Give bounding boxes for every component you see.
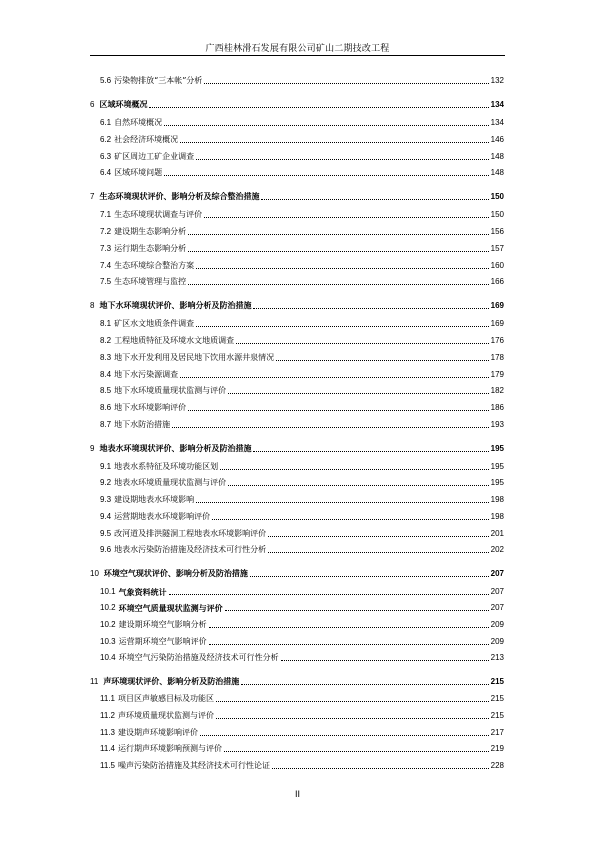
toc-entry-page: 209	[490, 620, 504, 629]
toc-entry-page: 169	[490, 319, 504, 328]
toc-section-entry[interactable]	[90, 208, 504, 220]
toc-section-entry[interactable]	[90, 527, 504, 539]
toc-entry-number: 8.5	[100, 386, 112, 395]
toc-section-entry[interactable]	[90, 510, 504, 522]
toc-entry-number: 9	[90, 444, 95, 453]
toc-entry-page: 195	[490, 478, 504, 487]
toc-dot-leader	[253, 308, 488, 309]
toc-entry-title: 地下水环境质量现状监测与评价	[114, 386, 227, 395]
toc-entry-title: 地表水环境质量现状监测与评价	[114, 478, 227, 487]
toc-entry-title: 地下水开发利用及居民地下饮用水源井泉情况	[114, 353, 275, 362]
toc-entry-number: 9.1	[100, 462, 112, 471]
toc-entry-page: 160	[490, 261, 504, 270]
toc-dot-leader	[169, 594, 489, 595]
toc-entry-title: 建设期地表水环境影响	[114, 495, 195, 504]
toc-entry-number: 6.2	[100, 135, 112, 144]
toc-section-entry[interactable]	[90, 460, 504, 472]
toc-entry-page: 182	[490, 386, 504, 395]
toc-dot-leader	[164, 125, 489, 126]
toc-entry-title: 地下水环境影响评价	[114, 403, 187, 412]
toc-entry-number: 10.3	[100, 637, 116, 646]
toc-entry-title: 生态环境综合整治方案	[114, 261, 195, 270]
toc-entry-number: 11.3	[100, 728, 115, 737]
toc-entry-number: 8.6	[100, 403, 112, 412]
toc-entry-number: 10.2	[100, 620, 116, 629]
toc-entry-page: 157	[490, 244, 504, 253]
toc-section-entry[interactable]	[90, 166, 504, 178]
toc-entry-number: 11.5	[100, 761, 115, 770]
toc-entry-title: 声环境现状评价、影响分析及防治措施	[103, 677, 240, 686]
toc-section-entry[interactable]	[90, 401, 504, 413]
toc-entry-title: 区域环境概况	[99, 100, 148, 109]
toc-entry-page: 198	[490, 512, 504, 521]
toc-entry-page: 169	[490, 301, 504, 310]
toc-entry-title: 地表水环境现状评价、影响分析及防治措施	[99, 444, 252, 453]
page-number: II	[294, 789, 300, 799]
toc-dot-leader	[188, 234, 489, 235]
toc-section-entry[interactable]	[90, 275, 504, 287]
toc-entry-page: 207	[490, 569, 504, 578]
toc-entry-page: 207	[490, 587, 504, 596]
toc-section-entry[interactable]	[90, 225, 504, 237]
toc-entry-number: 11.4	[100, 744, 115, 753]
toc-entry-number: 9.5	[100, 529, 112, 538]
toc-entry-page: 198	[490, 495, 504, 504]
toc-entry-number: 7.2	[100, 227, 112, 236]
toc-entry-number: 10	[90, 569, 99, 578]
toc-entry-title: 矿区周边工矿企业调查	[114, 152, 195, 161]
toc-dot-leader	[272, 768, 489, 769]
toc-entry-number: 7	[90, 192, 95, 201]
toc-entry-title: 运行期声环境影响预测与评价	[117, 744, 222, 753]
toc-dot-leader	[268, 536, 489, 537]
toc-entry-number: 9.4	[100, 512, 112, 521]
toc-chapter-entry[interactable]	[90, 190, 504, 202]
toc-dot-leader	[200, 735, 489, 736]
toc-entry-number: 8.3	[100, 353, 112, 362]
toc-dot-leader	[164, 175, 489, 176]
toc-entry-title: 污染物排放“三本帐”分析	[114, 76, 203, 85]
toc-dot-leader	[209, 644, 489, 645]
toc-dot-leader	[212, 519, 489, 520]
toc-entry-number: 11.2	[100, 711, 115, 720]
toc-chapter-entry[interactable]	[90, 299, 504, 311]
toc-entry-page: 179	[490, 370, 504, 379]
toc-dot-leader	[196, 502, 489, 503]
toc-section-entry[interactable]	[90, 368, 504, 380]
toc-section-entry[interactable]	[90, 418, 504, 430]
toc-entry-number: 6	[90, 100, 95, 109]
toc-section-entry[interactable]	[90, 618, 504, 630]
toc-entry-number: 8	[90, 301, 95, 310]
toc-entry-page: 209	[490, 637, 504, 646]
toc-chapter-entry[interactable]	[90, 675, 504, 687]
toc-dot-leader	[225, 610, 489, 611]
toc-entry-title: 生态环境现状评价、影响分析及综合整治措施	[99, 192, 260, 201]
toc-chapter-entry[interactable]	[90, 442, 504, 454]
toc-section-entry[interactable]	[90, 334, 504, 346]
toc-entry-number: 7.5	[100, 277, 112, 286]
toc-entry-number: 5.6	[100, 76, 112, 85]
toc-entry-title: 区域环境问题	[114, 168, 163, 177]
toc-entry-page: 193	[490, 420, 504, 429]
toc-dot-leader	[180, 377, 489, 378]
toc-dot-leader	[220, 469, 489, 470]
toc-dot-leader	[196, 268, 489, 269]
toc-section-entry[interactable]	[90, 351, 504, 363]
toc-section-entry[interactable]	[90, 726, 504, 738]
toc-entry-number: 10.1	[100, 587, 116, 596]
toc-dot-leader	[180, 142, 489, 143]
toc-entry-page: 134	[490, 118, 504, 127]
header-rule	[90, 55, 505, 56]
toc-entry-number: 8.7	[100, 420, 112, 429]
toc-dot-leader	[188, 284, 489, 285]
toc-entry-title: 建设期环境空气影响分析	[118, 620, 207, 629]
toc-entry-title: 自然环境概况	[114, 118, 163, 127]
toc-entry-number: 9.6	[100, 545, 112, 554]
toc-dot-leader	[204, 83, 488, 84]
toc-dot-leader	[268, 552, 489, 553]
toc-entry-title: 工程地质特征及环境水文地质调查	[114, 336, 235, 345]
toc-entry-page: 134	[490, 100, 504, 109]
toc-dot-leader	[253, 451, 488, 452]
toc-dot-leader	[276, 360, 489, 361]
toc-section-entry[interactable]	[90, 709, 504, 721]
toc-entry-number: 11.1	[100, 694, 115, 703]
toc-entry-page: 195	[490, 462, 504, 471]
toc-entry-page: 186	[490, 403, 504, 412]
toc-entry-number: 8.1	[100, 319, 112, 328]
toc-entry-page: 219	[490, 744, 504, 753]
toc-entry-title: 项目区声敏感目标及功能区	[117, 694, 214, 703]
toc-entry-number: 9.2	[100, 478, 112, 487]
toc-entry-title: 环境空气质量现状监测与评价	[118, 603, 223, 613]
toc-dot-leader	[281, 660, 489, 661]
toc-entry-page: 215	[490, 711, 504, 720]
toc-entry-page: 215	[490, 694, 504, 703]
toc-entry-page: 201	[490, 529, 504, 538]
toc-dot-leader	[228, 485, 489, 486]
toc-section-entry[interactable]	[90, 692, 504, 704]
toc-section-entry[interactable]	[90, 150, 504, 162]
toc-section-entry[interactable]	[90, 651, 504, 663]
toc-dot-leader	[216, 701, 489, 702]
toc-entry-title: 改河道及排洪隧洞工程地表水环境影响评价	[114, 529, 267, 538]
toc-entry-page: 146	[490, 135, 504, 144]
toc-section-entry[interactable]	[90, 242, 504, 254]
running-header: 广西桂林滑石发展有限公司矿山二期技改工程	[205, 44, 390, 54]
toc-entry-page: 215	[490, 677, 504, 686]
toc-entry-page: 228	[490, 761, 504, 770]
toc-entry-page: 132	[490, 76, 504, 85]
toc-entry-page: 150	[490, 192, 504, 201]
toc-dot-leader	[216, 718, 489, 719]
toc-section-entry[interactable]	[90, 635, 504, 647]
toc-entry-title: 地表水污染防治措施及经济技术可行性分析	[114, 545, 267, 554]
toc-section-entry[interactable]	[90, 384, 504, 396]
toc-entry-page: 178	[490, 353, 504, 362]
toc-section-entry[interactable]	[90, 259, 504, 271]
toc-dot-leader	[241, 684, 488, 685]
toc-entry-title: 社会经济环境概况	[114, 135, 179, 144]
toc-entry-title: 地表水系特征及环境功能区划	[114, 462, 219, 471]
toc-chapter-entry[interactable]	[90, 567, 504, 579]
toc-dot-leader	[196, 159, 489, 160]
toc-section-entry[interactable]	[90, 543, 504, 555]
toc-dot-leader	[261, 199, 488, 200]
toc-section-entry[interactable]	[90, 601, 504, 613]
toc-entry-number: 6.3	[100, 152, 112, 161]
toc-entry-title: 运营期环境空气影响评价	[118, 637, 207, 646]
toc-entry-number: 10.4	[100, 653, 116, 662]
toc-entry-page: 156	[490, 227, 504, 236]
toc-section-entry[interactable]	[90, 476, 504, 488]
toc-entry-title: 运营期地表水环境影响评价	[114, 512, 211, 521]
toc-entry-number: 9.3	[100, 495, 112, 504]
toc-entry-title: 矿区水文地质条件调查	[114, 319, 195, 328]
toc-section-entry[interactable]	[90, 74, 504, 86]
toc-entry-number: 10.2	[100, 603, 116, 612]
toc-entry-title: 噪声污染防治措施及其经济技术可行性论证	[117, 761, 270, 770]
toc-section-entry[interactable]	[90, 759, 504, 771]
toc-entry-page: 207	[490, 603, 504, 612]
toc-entry-page: 148	[490, 152, 504, 161]
toc-dot-leader	[204, 217, 489, 218]
toc-chapter-entry[interactable]	[90, 98, 504, 110]
toc-entry-title: 运行期生态影响分析	[114, 244, 187, 253]
toc-entry-page: 150	[490, 210, 504, 219]
toc-entry-number: 8.2	[100, 336, 112, 345]
toc-dot-leader	[250, 576, 489, 577]
toc-dot-leader	[224, 751, 489, 752]
toc-entry-title: 地下水环境现状评价、影响分析及防治措施	[99, 301, 252, 310]
toc-entry-number: 6.1	[100, 118, 112, 127]
toc-entry-title: 环境空气污染防治措施及经济技术可行性分析	[118, 653, 279, 662]
toc-dot-leader	[228, 393, 489, 394]
toc-entry-title: 声环境质量现状监测与评价	[117, 711, 214, 720]
toc-entry-title: 环境空气现状评价、影响分析及防治措施	[103, 569, 248, 578]
toc-dot-leader	[209, 627, 489, 628]
toc-section-entry[interactable]	[90, 133, 504, 145]
toc-entry-title: 生态环境管理与监控	[114, 277, 187, 286]
toc-dot-leader	[172, 427, 489, 428]
toc-entry-page: 176	[490, 336, 504, 345]
toc-entry-page: 213	[490, 653, 504, 662]
toc-entry-number: 11	[90, 677, 99, 686]
toc-entry-number: 7.4	[100, 261, 112, 270]
toc-entry-title: 气象资料统计	[118, 587, 167, 597]
toc-entry-number: 7.3	[100, 244, 112, 253]
toc-dot-leader	[236, 343, 489, 344]
toc-entry-title: 建设期声环境影响评价	[117, 728, 198, 737]
toc-section-entry[interactable]	[90, 317, 504, 329]
toc-dot-leader	[149, 107, 488, 108]
toc-entry-page: 148	[490, 168, 504, 177]
toc-entry-page: 195	[490, 444, 504, 453]
toc-entry-title: 地下水防治措施	[114, 420, 171, 429]
toc-section-entry[interactable]	[90, 493, 504, 505]
toc-dot-leader	[188, 410, 489, 411]
toc-section-entry[interactable]	[90, 742, 504, 754]
toc-entry-title: 地下水污染源调查	[114, 370, 179, 379]
toc-dot-leader	[196, 326, 489, 327]
toc-entry-page: 166	[490, 277, 504, 286]
toc-entry-number: 6.4	[100, 168, 112, 177]
toc-section-entry[interactable]	[90, 116, 504, 128]
toc-section-entry[interactable]	[90, 585, 504, 597]
toc-entry-page: 217	[490, 728, 504, 737]
toc-entry-title: 建设期生态影响分析	[114, 227, 187, 236]
toc-dot-leader	[188, 251, 489, 252]
toc-entry-number: 8.4	[100, 370, 112, 379]
toc-entry-number: 7.1	[100, 210, 112, 219]
toc-entry-title: 生态环境现状调查与评价	[114, 210, 203, 219]
toc-entry-page: 202	[490, 545, 504, 554]
